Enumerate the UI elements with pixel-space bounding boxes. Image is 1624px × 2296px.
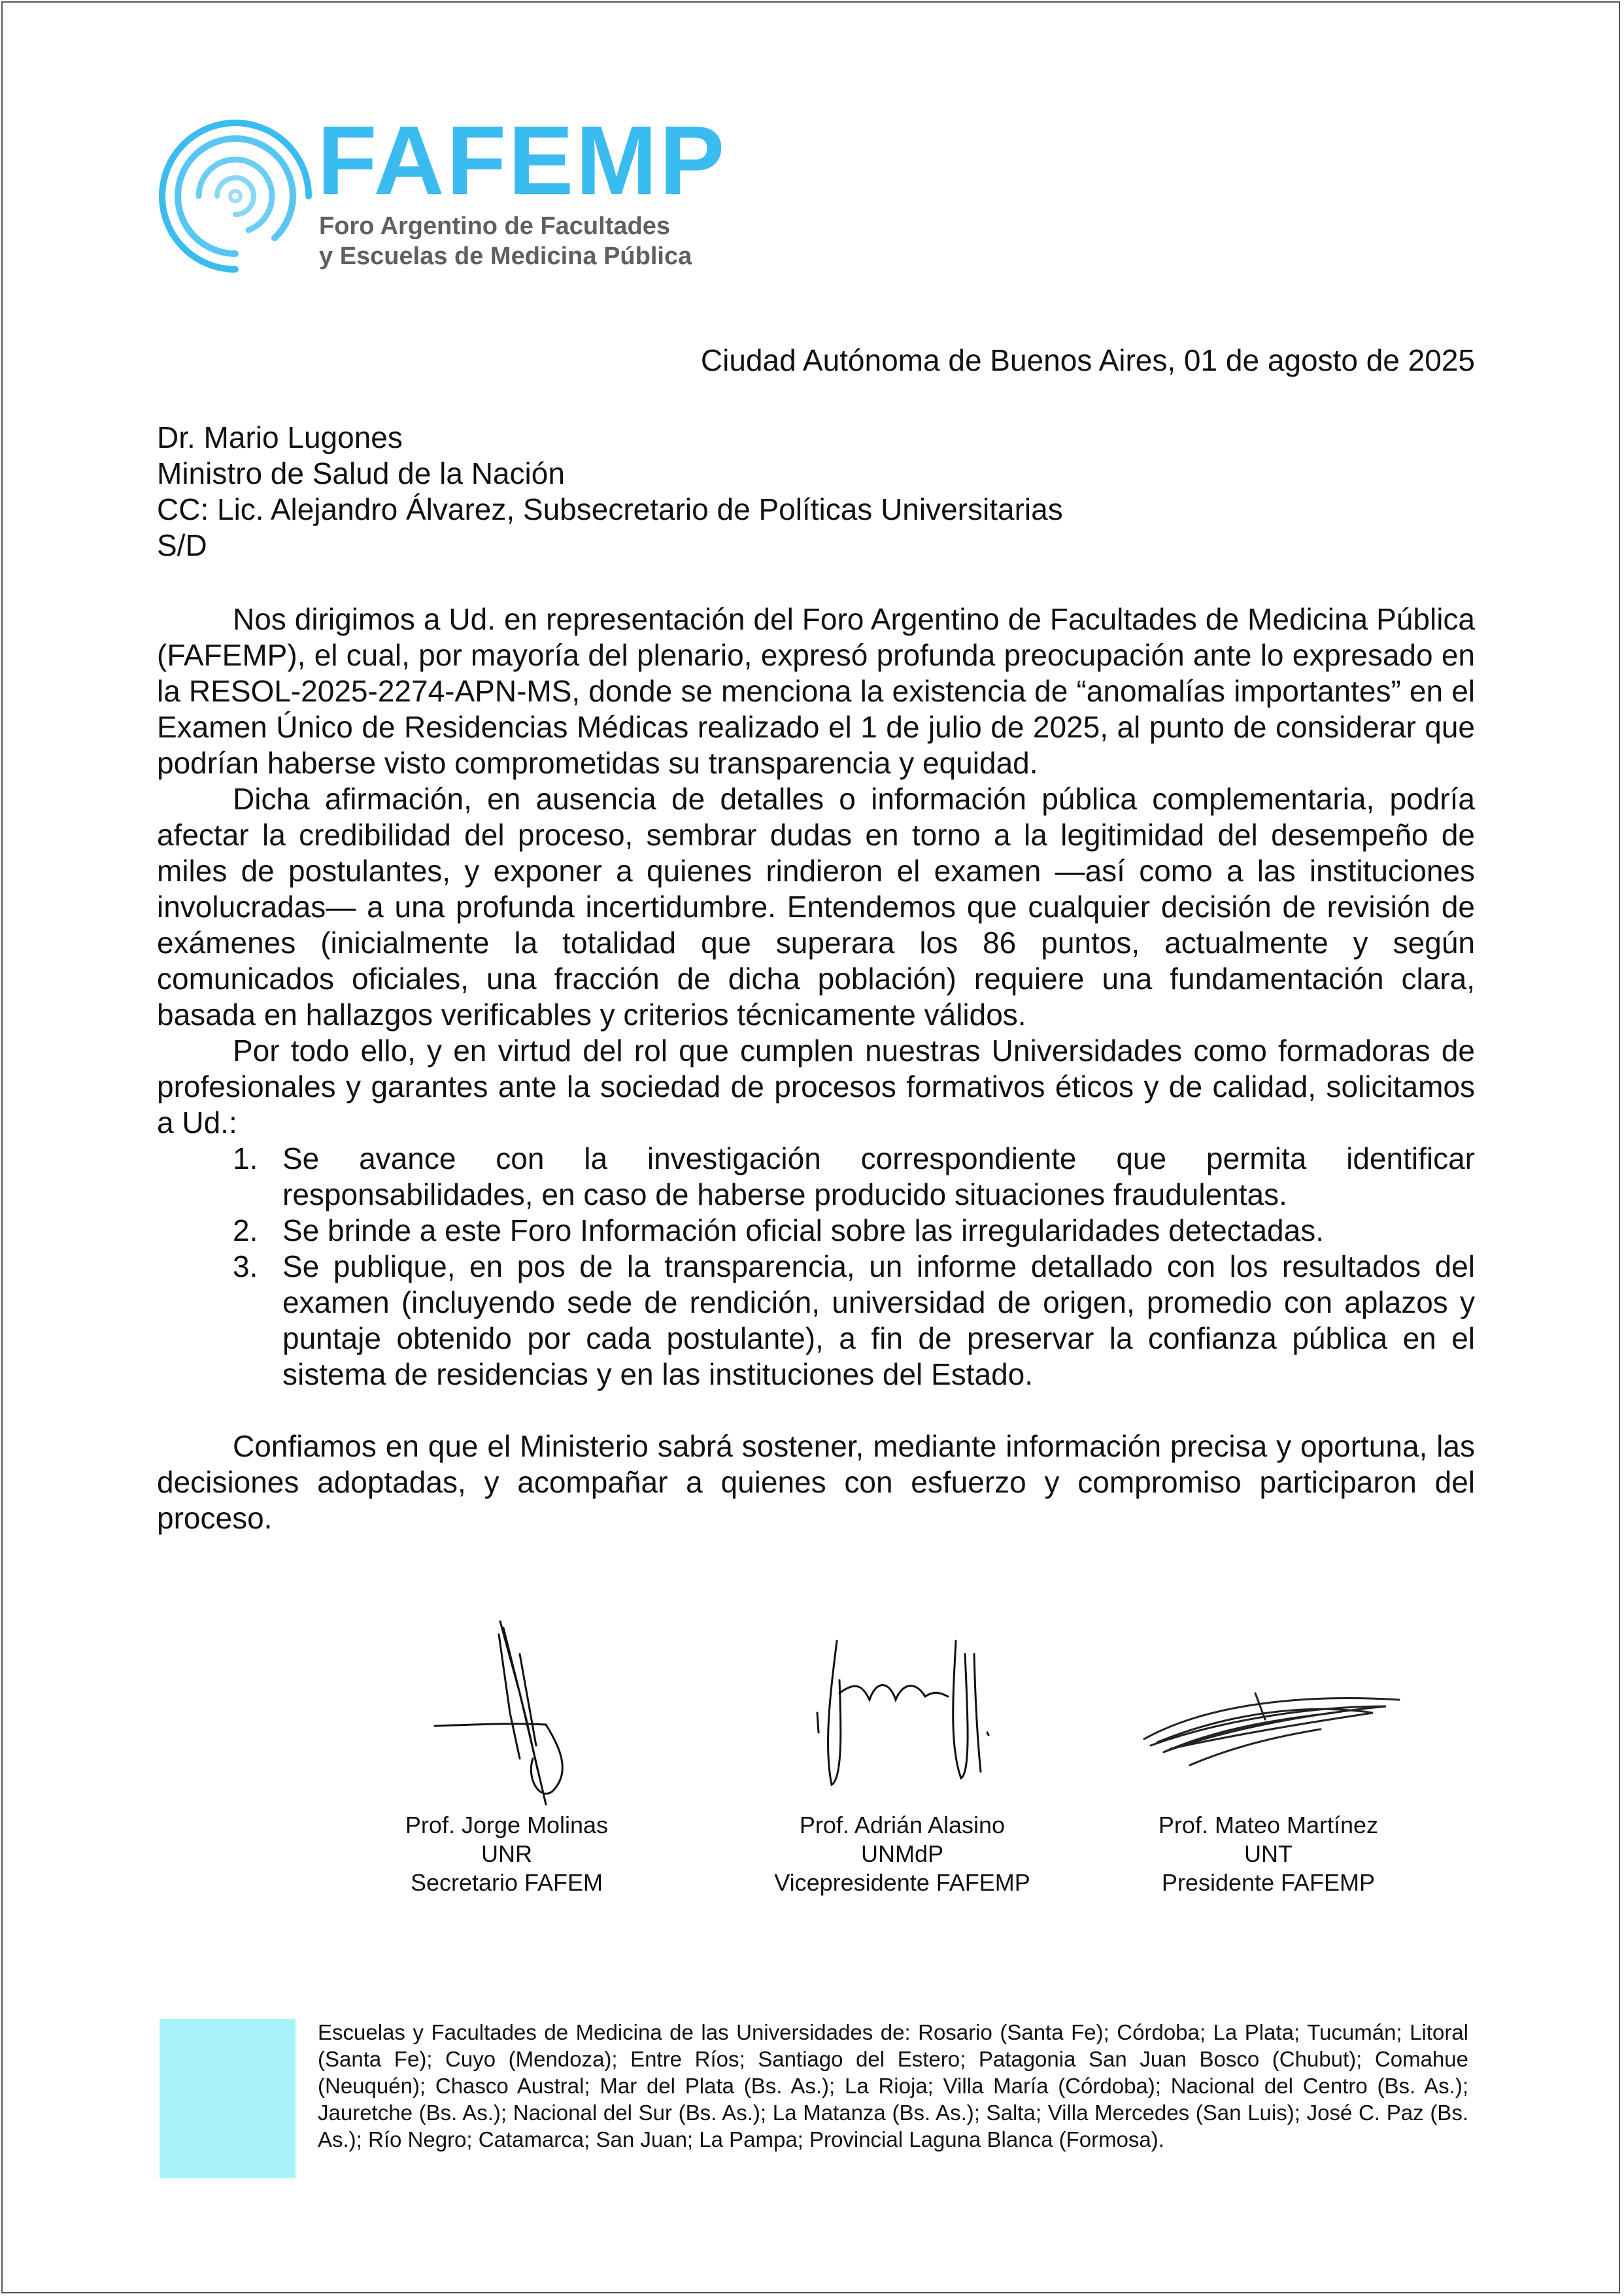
request-number: 2. <box>233 1213 258 1247</box>
fafemp-logo <box>157 105 745 275</box>
signature-area <box>0 1615 1624 1916</box>
handwritten-signature <box>1125 1615 1412 1811</box>
handwritten-signature <box>422 1615 592 1811</box>
logo-wordmark: FAFEMP <box>317 105 727 215</box>
recipient-sd: S/D <box>157 528 207 562</box>
request-text: Se avance con la investigación correspondiente que permita identificar responsabilidades, en caso de haberse producido situaciones fraudulentas. <box>282 1141 1475 1211</box>
signer-name: Prof. Jorge Molinas <box>405 1812 609 1838</box>
signature-block-secretary <box>376 1615 637 1897</box>
request-item <box>157 1213 1475 1249</box>
footer-color-block <box>160 2019 296 2178</box>
signer-university: UNT <box>1244 1840 1293 1867</box>
letter-body <box>157 601 1475 1536</box>
logo-subtitle-line2: y Escuelas de Medicina Pública <box>319 242 692 270</box>
request-text: Se brinde a este Foro Información oficial sobre las irregularidades detectadas. <box>282 1213 1324 1247</box>
signer-name: Prof. Mateo Martínez <box>1158 1812 1379 1838</box>
paragraph-intro: Nos dirigimos a Ud. en representación del Foro Argentino de Facultades de Medicina Pública (FAFEMP), el cual, por mayoría del plenario, expresó profunda preocupación ante lo expresado en la RESOL-2025-2274-APN-MS, donde se menciona la existencia de “anomalías importantes” en el Examen Único de Residencias Médicas realizado el 1 de julio de 2025, al punto de considerar que podrían haberse visto comprometidas su transparencia y equidad. <box>157 602 1475 780</box>
paragraph-closing: Confiamos en que el Ministerio sabrá sostener, mediante información precisa y oportuna, las decisiones adoptadas, y acompañar a quienes con esfuerzo y compromiso participaron del proceso. <box>157 1429 1475 1535</box>
spacer <box>157 1393 1475 1428</box>
signer-role: Secretario FAFEM <box>410 1869 603 1896</box>
request-list <box>157 1141 1475 1393</box>
logo-subtitle <box>319 212 692 271</box>
signer-role: Presidente FAFEMP <box>1161 1869 1376 1896</box>
footer-member-list: Escuelas y Facultades de Medicina de las Universidades de: Rosario (Santa Fe); Córdoba; La Plata; Tucumán; Litoral (Santa Fe); Cuyo (Mendoza); Entre Ríos; Santiago del Estero; Patagonia San Juan Bosco (Chubut); Comahue (Neuquén); Chasco Austral; Mar del Plata (Bs. As.); La Rioja; Villa María (Córdoba); Nacional del Centro (Bs. As.); Jauretche (Bs. As.); Nacional del Sur (Bs. As.); La Matanza (Bs. As.); Salta; Villa Mercedes (San Luis); José C. Paz (Bs. As.); Río Negro; Catamarca; San Juan; La Pampa; Provincial Laguna Blanca (Formosa). <box>318 2020 1468 2152</box>
request-number: 1. <box>233 1141 258 1175</box>
request-text: Se publique, en pos de la transparencia, un informe detallado con los resultados del examen (incluyendo sede de rendición, universidad de origen, promedio con aplazos y puntaje obtenido por cada postulante), a fin de preservar la confianza pública en el sistema de residencias y en las instituciones del Estado. <box>282 1249 1475 1391</box>
signer-name: Prof. Adrián Alasino <box>799 1812 1006 1838</box>
recipient-block <box>157 420 1063 564</box>
request-item <box>157 1249 1475 1393</box>
handwritten-signature <box>785 1615 1020 1811</box>
recipient-name: Dr. Mario Lugones <box>157 420 403 454</box>
recipient-title: Ministro de Salud de la Nación <box>157 456 565 490</box>
paragraph-concern: Dicha afirmación, en ausencia de detalles o información pública complementaria, podría afectar la credibilidad del proceso, sembrar dudas en torno a la legitimidad del desempeño de miles de postulantes, y exponer a quienes rindieron el examen —así como a las instituciones involucradas— a una profunda incertidumbre. Entendemos que cualquier decisión de revisión de exámenes (inicialmente la totalidad que superara los 86 puntos, actualmente y según comunicados oficiales, una fracción de dicha población) requiere una fundamentación clara, basada en hallazgos verificables y criterios técnicamente válidos. <box>157 782 1475 1032</box>
signer-role: Vicepresidente FAFEMP <box>774 1869 1030 1896</box>
signer-university: UNR <box>481 1840 532 1867</box>
signature-block-president <box>1125 1615 1412 1897</box>
letter-date: Ciudad Autónoma de Buenos Aires, 01 de agosto de 2025 <box>700 343 1475 377</box>
request-item <box>157 1141 1475 1213</box>
spiral-logo-icon <box>157 118 314 275</box>
logo-subtitle-line1: Foro Argentino de Facultades <box>319 212 670 240</box>
signature-block-vicepresident <box>739 1615 1066 1897</box>
recipient-cc: CC: Lic. Alejandro Álvarez, Subsecretario de Políticas Universitarias <box>157 492 1063 526</box>
request-number: 3. <box>233 1249 258 1283</box>
paragraph-request-intro: Por todo ello, y en virtud del rol que cumplen nuestras Universidades como formadoras de profesionales y garantes ante la sociedad de procesos formativos éticos y de calidad, solicitamos a Ud.: <box>157 1034 1475 1140</box>
signer-university: UNMdP <box>860 1840 944 1867</box>
